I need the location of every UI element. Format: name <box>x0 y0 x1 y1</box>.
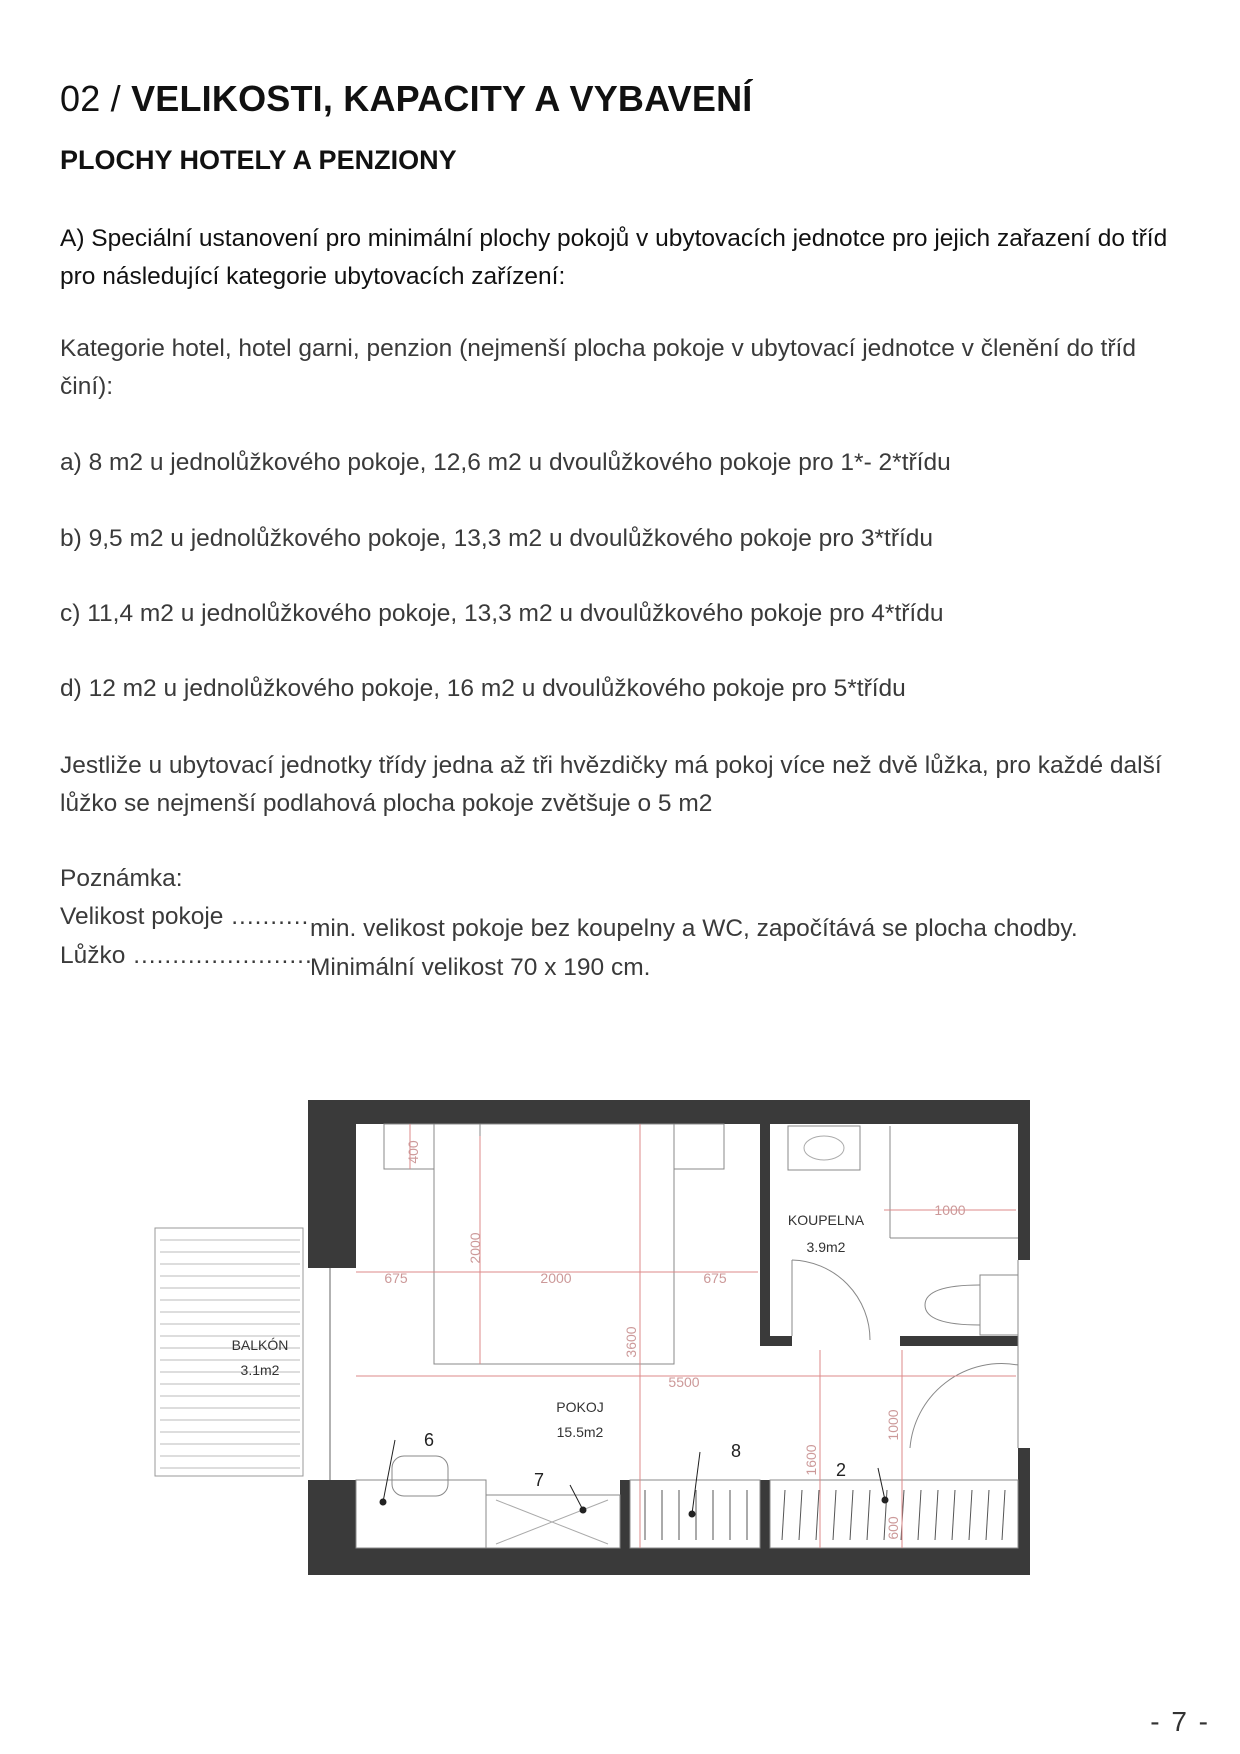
room-area: 15.5m2 <box>556 1424 604 1440</box>
desk <box>356 1480 486 1548</box>
sink-bowl <box>804 1136 844 1160</box>
dim-right-gap: 675 <box>703 1270 727 1286</box>
dim-wardrobe-depth: 600 <box>885 1516 901 1540</box>
list-item-d: d) 12 m2 u jednolůžkového pokoje, 16 m2 u dvoulůžkového pokoje pro 5*třídu <box>60 675 906 702</box>
intro-paragraph: A) Speciální ustanovení pro minimální plochy pokojů v ubytovacích jednotce pro jejich zařazení do tříd pro následující kategorie ubytovacích zařízení: <box>60 225 1168 290</box>
dim-door-width: 1000 <box>885 1409 901 1441</box>
page-title <box>60 78 752 120</box>
note-value: Minimální velikost 70 x 190 cm. <box>310 954 651 981</box>
section-title: VELIKOSTI, KAPACITY A VYBAVENÍ <box>131 78 753 119</box>
room-label: POKOJ <box>556 1399 604 1415</box>
floor-plan <box>150 1082 1030 1582</box>
marker-luggage: 7 <box>534 1470 545 1490</box>
subheading: PLOCHY HOTELY A PENZIONY <box>60 145 457 175</box>
bathroom-area: 3.9m2 <box>806 1239 846 1255</box>
note-label: Velikost pokoje ..... <box>60 898 310 936</box>
dim-wardrobe-gap: 1600 <box>803 1444 819 1476</box>
list-item-c: c) 11,4 m2 u jednolůžkového pokoje, 13,3 m2 u dvoulůžkového pokoje pro 4*třídu <box>60 600 944 627</box>
balcony-label: BALKÓN <box>231 1337 289 1353</box>
section-number: 02 / <box>60 78 121 119</box>
extra-bed-paragraph: Jestliže u ubytovací jednotky třídy jedna až tři hvězdičky má pokoj více než dvě lůžka, pro každé další lůžko se nejmenší podlahová plocha pokoje zvětšuje o 5 m2 <box>60 752 1162 817</box>
note-value: min. velikost pokoje bez koupelny a WC, započítává se plocha chodby. <box>310 915 1078 942</box>
page-number: - 7 - <box>1150 1706 1210 1737</box>
marker-desk: 6 <box>424 1430 435 1450</box>
dim-room-length: 5500 <box>668 1374 700 1390</box>
bathroom-label: KOUPELNA <box>787 1212 865 1228</box>
dim-room-depth: 3600 <box>623 1326 639 1358</box>
dim-bath-width: 1000 <box>934 1202 966 1218</box>
dim-nightstand: 400 <box>405 1140 421 1164</box>
category-paragraph: Kategorie hotel, hotel garni, penzion (nejmenší plocha pokoje v ubytovací jednotce v členění do tříd činí): <box>60 335 1136 400</box>
walls <box>308 1100 1030 1575</box>
note-row-bed <box>60 937 651 981</box>
marker-hall-wardrobe: 2 <box>836 1460 847 1480</box>
note-row-room-size <box>60 898 1078 942</box>
marker-wardrobe: 8 <box>731 1441 742 1461</box>
sink-icon <box>788 1126 860 1170</box>
list-item-a: a) 8 m2 u jednolůžkového pokoje, 12,6 m2 u dvoulůžkového pokoje pro 1*- 2*třídu <box>60 449 951 476</box>
toilet-icon <box>925 1285 980 1325</box>
balcony-area: 3.1m2 <box>240 1362 280 1378</box>
dim-bed-width: 2000 <box>540 1270 572 1286</box>
nightstand-right <box>674 1124 724 1169</box>
chair-icon <box>392 1456 448 1496</box>
note-label: Lůžko ..... <box>60 937 310 975</box>
note-title: Poznámka: <box>60 865 183 892</box>
bathroom-door-swing <box>792 1260 870 1340</box>
toilet-tank <box>980 1275 1018 1335</box>
dim-bed-length: 2000 <box>467 1232 483 1264</box>
dim-left-gap: 675 <box>384 1270 408 1286</box>
list-item-b: b) 9,5 m2 u jednolůžkového pokoje, 13,3 m2 u dvoulůžkového pokoje pro 3*třídu <box>60 525 934 552</box>
